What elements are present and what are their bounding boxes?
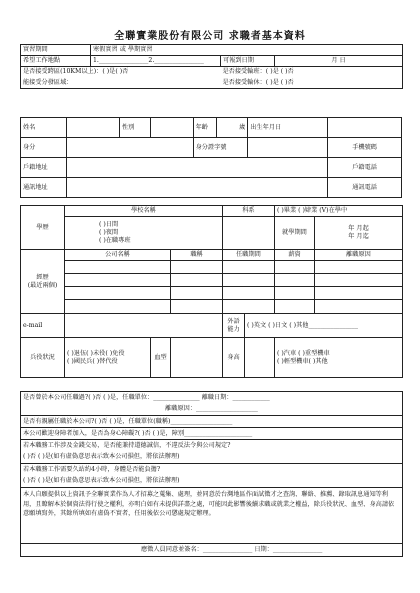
job-title-cell[interactable]	[171, 300, 223, 314]
birth-label: 出生年月日	[248, 118, 328, 138]
signature-line[interactable]: 應徵人員同意並簽名：________________ 日期：________________	[21, 544, 403, 557]
age-label: 年齡	[193, 118, 216, 138]
language-options[interactable]: ( )英文 ( )日文 ( )其他________________	[245, 314, 403, 338]
dept-header: 科系	[223, 206, 275, 217]
disability-question[interactable]: 本公司歡迎身障者加入，是否為身心障礙?( )否 ( )是，障別______________________	[21, 428, 403, 440]
email-label: e-mail	[21, 314, 65, 338]
mail-tel-label: 通訊電話	[328, 178, 402, 198]
basic-info-table	[20, 117, 402, 198]
period-label: 實習期間	[21, 45, 91, 56]
age-unit: 歲	[216, 118, 248, 138]
standing-answer[interactable]: ( )否 ( )是(如有虛偽意思表示致本公司損但，將依法辦理)	[21, 476, 403, 488]
reason-header: 離職原因	[315, 250, 403, 261]
language-label: 外語能力	[223, 314, 245, 338]
company-cell[interactable]	[65, 261, 171, 274]
standing-question: 若本職務工作需要久站約4小時，身體是否能負擔?	[21, 464, 403, 476]
school-type[interactable]: ( )日間 ( )夜間 ( )在職專班	[65, 217, 223, 250]
location-value[interactable]: 1.________________2.________________	[91, 56, 221, 67]
company-cell[interactable]	[65, 287, 171, 300]
education-label: 學歷	[21, 206, 65, 250]
relocate-question[interactable]: 是否接受跨區(10KM以上)：( )是( )否	[21, 67, 221, 78]
salary-cell[interactable]	[275, 261, 315, 274]
blood-type-field[interactable]	[171, 338, 223, 378]
job-title-cell[interactable]	[171, 261, 223, 274]
night-shift-question[interactable]: 是否接受輪班：( )是 ( )否	[221, 67, 403, 78]
questions-table	[20, 391, 403, 557]
company-cell[interactable]	[65, 300, 171, 314]
salary-header: 薪資	[275, 250, 315, 261]
study-period-value[interactable]: 年 月起 年 月迄	[315, 217, 403, 250]
location-label: 希望工作地點	[21, 56, 91, 67]
available-value[interactable]: 月 日	[275, 56, 403, 67]
education-table	[20, 205, 403, 378]
school-header: 學校名稱	[65, 206, 223, 217]
mail-address-field[interactable]	[67, 178, 328, 198]
reason-cell[interactable]	[315, 261, 403, 274]
leave-reason-field[interactable]: 離職原因：____________________	[21, 404, 403, 416]
identity-label: 身分	[21, 138, 67, 158]
salary-cell[interactable]	[275, 274, 315, 287]
mail-address-label: 通訊地址	[21, 178, 67, 198]
job-period-cell[interactable]	[223, 261, 275, 274]
military-options[interactable]: ( )退伍( )未役( )免役 ( )國民兵( )替代役	[65, 338, 151, 378]
page-title: 全聯實業股份有限公司 求職者基本資料	[114, 31, 306, 42]
mobile-label: 手機號碼	[328, 138, 402, 158]
reg-address-label: 戶籍地址	[21, 158, 67, 178]
company-header: 公司名稱	[65, 250, 171, 261]
gender-label: 性別	[119, 118, 151, 138]
identity-field[interactable]	[67, 138, 193, 158]
experience-label: 經歷 (最近兩個)	[21, 250, 65, 314]
consent-statement: 本人自願提供以上資訊予全聯實業作為人才招募之蒐集、處理，並同意於台灣地區作面試徵才之查詢、聯絡、推薦、錄取訊息通知等利用，且瞭解本於個資法得行使之權利，亦明白如有未提供詳盡之處，可能因此影響後續求職或就業之權益，除兵役狀況、血型、身高請依意願填寫外，其餘所填如有虛偽不實者，任用後依公司懲處規定辦理。	[21, 488, 403, 544]
name-label: 姓名	[21, 118, 67, 138]
salary-cell[interactable]	[275, 287, 315, 300]
relative-question[interactable]: 是否有親屬任職於本公司?( )否 ( )是，任職單位(職稱)____________________	[21, 416, 403, 428]
job-title-cell[interactable]	[171, 274, 223, 287]
height-label: 身高	[223, 338, 245, 378]
former-employee-question[interactable]: 是否曾於本公司任職過?( )否 ( )是，任職單位：_______________ 離職日期：____________	[21, 392, 403, 404]
job-period-cell[interactable]	[223, 300, 275, 314]
military-label: 兵役狀況	[21, 338, 65, 378]
id-number-label: 身分證字號	[193, 138, 248, 158]
job-title-header: 職稱	[171, 250, 223, 261]
integrity-answer[interactable]: ( )否 ( )是(如有虛偽意思表示致本公司損但，將依法辦理)	[21, 452, 403, 464]
blood-type-label: 血型	[151, 338, 171, 378]
job-title-cell[interactable]	[171, 287, 223, 300]
id-number-field[interactable]	[248, 138, 328, 158]
job-period-header: 任職期間	[223, 250, 275, 261]
reason-cell[interactable]	[315, 287, 403, 300]
vehicle-options[interactable]: ( )汽車 ( )重型機車 ( )輕型機車( )其他	[275, 338, 403, 378]
gender-field[interactable]	[151, 118, 193, 138]
edu-status[interactable]: ( )畢業 ( )肄業 (V)在學中	[275, 206, 403, 217]
email-field[interactable]	[65, 314, 223, 338]
reg-address-field[interactable]	[67, 158, 328, 178]
reason-cell[interactable]	[315, 300, 403, 314]
job-period-cell[interactable]	[223, 274, 275, 287]
height-field[interactable]	[245, 338, 275, 378]
integrity-question: 若本職務工作涉及金錢交易，是否能兼持道德誠信，不違反法令與公司規定?	[21, 440, 403, 452]
holiday-question[interactable]: 是否接受輪休：( )是 ( )否	[221, 78, 403, 89]
period-value[interactable]: 寒假實習 或 學期實習	[91, 45, 403, 56]
reason-cell[interactable]	[315, 274, 403, 287]
study-period-label: 就學期間	[275, 217, 315, 250]
dept-field[interactable]	[223, 217, 275, 250]
region-question[interactable]: 能接受分發區域：	[21, 78, 221, 89]
internship-table	[20, 44, 403, 89]
job-period-cell[interactable]	[223, 287, 275, 300]
birth-field[interactable]	[328, 118, 402, 138]
reg-tel-label: 戶籍電話	[328, 158, 402, 178]
name-field[interactable]	[67, 118, 120, 138]
company-cell[interactable]	[65, 274, 171, 287]
salary-cell[interactable]	[275, 300, 315, 314]
available-label: 可報到日期	[221, 56, 275, 67]
